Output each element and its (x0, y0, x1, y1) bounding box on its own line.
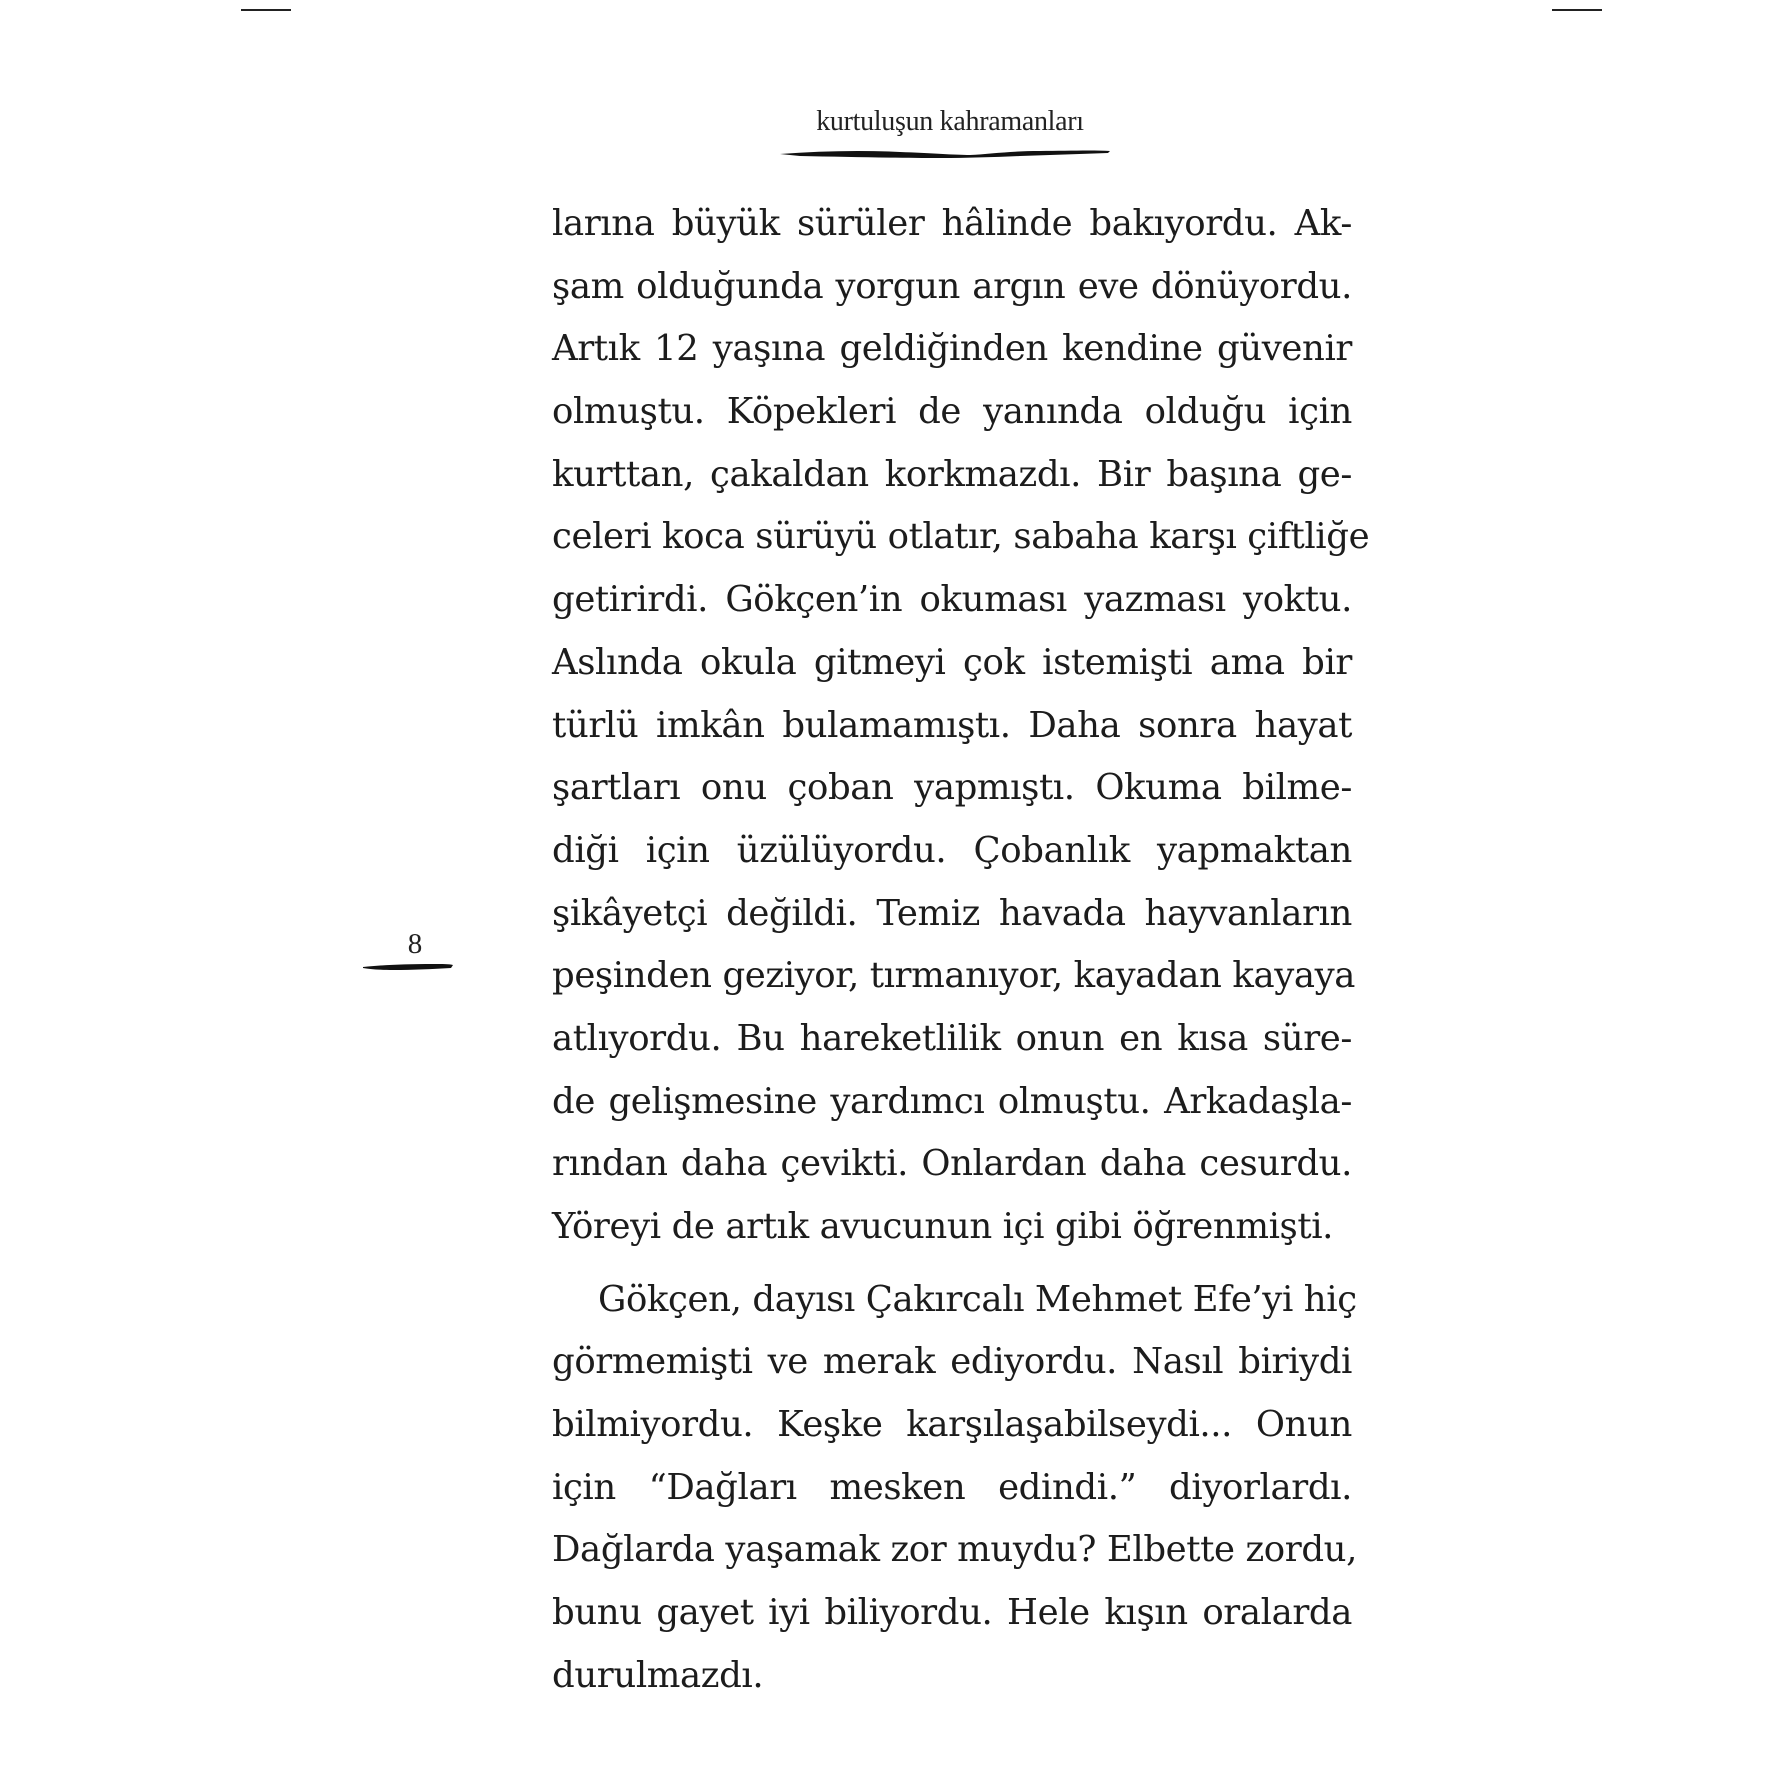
text-line: Gökçen, dayısı Çakırcalı Mehmet Efe’yi hiç (598, 1278, 1357, 1320)
body-text (552, 193, 1370, 1708)
text-line: getirirdi. Gökçen’in okuması yazması yoktu. (552, 579, 1352, 621)
text-line: Aslında okula gitmeyi çok istemişti ama bir (552, 641, 1352, 683)
text-line: Dağlarda yaşamak zor muydu? Elbette zordu, (552, 1529, 1358, 1571)
text-line: şam olduğunda yorgun argın eve dönüyordu. (552, 265, 1352, 307)
text-line: larına büyük sürüler hâlinde bakıyordu. Ak- (552, 203, 1352, 244)
text-line: diği için üzülüyordu. Çobanlık yapmaktan (552, 829, 1352, 871)
crop-mark-left (241, 9, 291, 11)
text-line: kurttan, çakaldan korkmazdı. Bir başına ge- (552, 453, 1352, 495)
text-line: Artık 12 yaşına geldiğinden kendine güvenir (552, 328, 1352, 370)
text-line: şartları onu çoban yapmıştı. Okuma bilme- (552, 767, 1352, 809)
text-line: şikâyetçi değildi. Temiz havada hayvanların (552, 892, 1352, 934)
text-line: celeri koca sürüyü otlatır, sabaha karşı çiftliğe (552, 516, 1370, 558)
paragraph-gap (552, 1259, 1352, 1269)
running-head-brush-stroke (780, 146, 1110, 162)
text-line: türlü imkân bulamamıştı. Daha sonra hayat (552, 704, 1352, 746)
text-line: Yöreyi de artık avucunun içi gibi öğrenmişti. (552, 1206, 1334, 1247)
running-head: kurtuluşun kahramanları (816, 106, 1084, 137)
text-line: bunu gayet iyi biliyordu. Hele kışın oralarda (552, 1592, 1352, 1634)
text-line: için “Dağları mesken edindi.” diyorlardı. (552, 1466, 1352, 1508)
page-number-brush-stroke (363, 961, 453, 973)
text-line: rından daha çevikti. Onlardan daha cesurdu. (552, 1143, 1352, 1185)
paragraph (552, 1269, 1358, 1708)
text-line: bilmiyordu. Keşke karşılaşabilseydi... Onun (552, 1404, 1352, 1446)
text-line: peşinden geziyor, tırmanıyor, kayadan kayaya (552, 955, 1356, 997)
text-line: de gelişmesine yardımcı olmuştu. Arkadaşla- (552, 1080, 1352, 1122)
paragraph (552, 193, 1370, 1259)
text-line: olmuştu. Köpekleri de yanında olduğu için (552, 391, 1352, 433)
text-line: durulmazdı. (552, 1654, 764, 1696)
text-line: görmemişti ve merak ediyordu. Nasıl biriydi (552, 1341, 1352, 1383)
page-number: 8 (407, 928, 423, 960)
text-line: atlıyordu. Bu hareketlilik onun en kısa süre- (552, 1017, 1352, 1059)
crop-mark-right (1552, 9, 1602, 11)
